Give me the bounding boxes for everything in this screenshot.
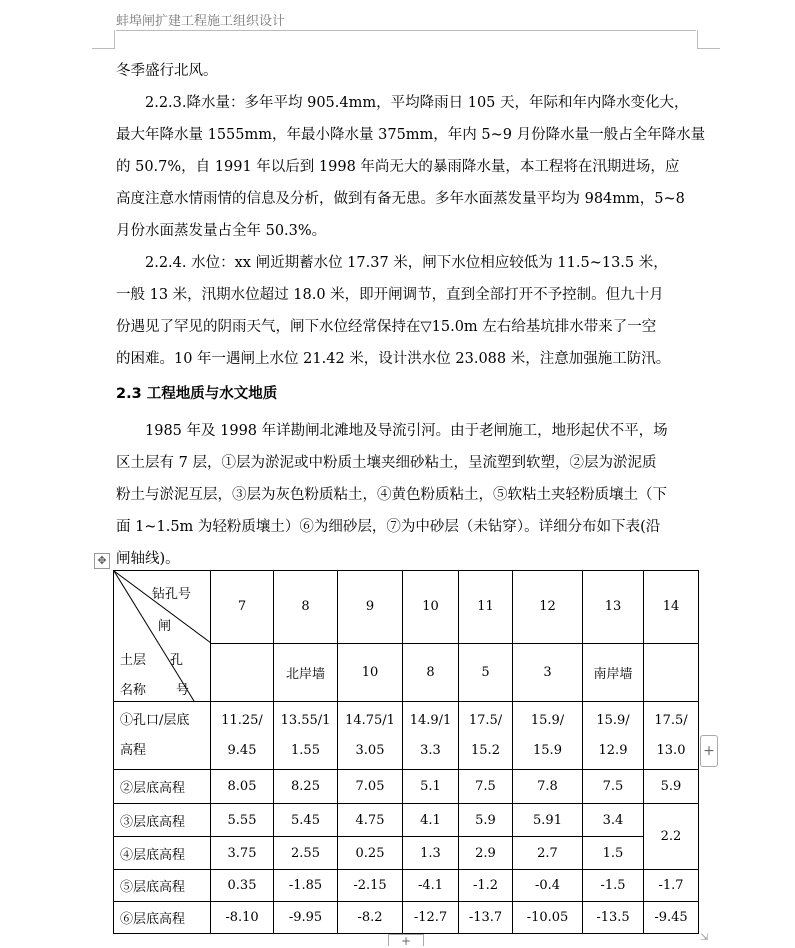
hole-number-cell [644,643,699,701]
corner-label-drill: 钻孔号 [152,587,192,602]
table-cell: 2.7 [513,837,583,870]
cell-top: 14.75/1 [345,712,395,728]
table-cell: 0.35 [211,870,274,902]
cell-top: 15.9/ [596,712,630,728]
table-cell: -1.85 [274,870,338,902]
table-cell: 2.55 [274,837,338,870]
paragraph-line: 的 50.7%，自 1991 年以后到 1998 年尚无大的暴雨降水量，本工程将在汛期进场，应 [116,159,680,175]
drill-number-cell: 11 [459,571,513,644]
row-label-layer4: ④层底高程 [114,837,211,870]
paragraph-line: 高度注意水情雨情的信息及分析，做到有备无患。多年水面蒸发量平均为 984mm，5~8 [116,191,685,207]
table-cell [274,702,338,770]
row-label-layer6: ⑥层底高程 [114,902,211,934]
hole-number-cell: 8 [403,643,459,701]
table-cell [403,702,459,770]
hole-number-cell [211,643,274,701]
table-cell: 5.9 [459,804,513,837]
table-cell: 2.9 [459,837,513,870]
cell-top: 17.5/ [468,712,503,728]
table-cell: 0.25 [338,837,403,870]
table-cell: 5.9 [644,770,699,804]
table-cell: 8.25 [274,770,338,804]
table-cell: -9.45 [644,902,699,934]
paragraph-line: 区土层有 7 层，①层为淤泥或中粉质土壤夹细砂粘土，呈流塑到软塑，②层为淤泥质 [116,455,657,471]
table-cell: -8.2 [338,902,403,934]
table-cell: 5.91 [513,804,583,837]
paragraph-line: 闸轴线)。 [116,551,180,567]
hole-number-cell: 北岸墙 [274,643,338,701]
paragraph-line: 月份水面蒸发量占全年 50.3%。 [116,223,327,239]
drill-number-cell: 12 [513,571,583,644]
paragraph-line: 粉土与淤泥互层，③层为灰色粉质粘土，④黄色粉质粘土，⑤软粘土夹轻粉质壤土（下 [116,487,667,503]
table-cell: 1.3 [403,837,459,870]
paragraph-line: 1985 年及 1998 年详勘闸北滩地及导流引河。由于老闸施工，地形起伏不平，场 [116,423,668,439]
add-row-button[interactable]: + [388,934,424,946]
table-cell: -10.05 [513,902,583,934]
hole-number-cell: 10 [338,643,403,701]
table-cell: 7.5 [583,770,644,804]
corner-label-soil: 土层 [120,653,147,668]
cell-bottom: 15.2 [471,742,500,758]
table-cell: 5.1 [403,770,459,804]
row-label-layer3: ③层底高程 [114,804,211,837]
hole-number-cell: 南岸墙 [583,643,644,701]
cell-top: 15.9/ [530,712,565,728]
cell-top: 11.25/ [221,712,263,728]
table-cell [644,702,699,770]
geology-table [113,570,699,934]
cell-bottom: 13.0 [656,742,686,758]
merged-table-cell: 2.2 [644,804,699,870]
table-cell: -13.5 [583,902,644,934]
corner-label-hole: 孔 [170,653,184,668]
table-cell: 7.8 [513,770,583,804]
cell-top: 13.55/1 [280,712,331,728]
table-cell: -1.2 [459,870,513,902]
row-label-layer5: ⑤层底高程 [114,870,211,902]
table-cell: 1.5 [583,837,644,870]
table-cell: 7.5 [459,770,513,804]
table-cell: -9.95 [274,902,338,934]
drill-number-cell: 14 [644,571,699,644]
table-cell [338,702,403,770]
table-resize-handle[interactable]: ⇲ [700,932,709,943]
drill-number-cell: 8 [274,571,338,644]
hole-number-cell: 3 [513,643,583,701]
table-cell: -8.10 [211,902,274,934]
cell-bottom: 1.55 [291,742,320,758]
cell-top: 14.9/1 [409,712,452,728]
table-cell: 4.1 [403,804,459,837]
paragraph-line: 2.2.3.降水量：多年平均 905.4mm，平均降雨日 105 天，年际和年内降水变化大， [116,95,689,111]
paragraph-line: 份遇见了罕见的阴雨天气，闸下水位经常保持在▽15.0m 左右给基坑排水带来了一空 [116,319,657,335]
drill-number-cell: 7 [211,571,274,644]
paragraph-line: 2.2.4. 水位：xx 闸近期蓄水位 17.37 米，闸下水位相应较低为 11.5~13.5 米， [116,255,668,271]
cell-bottom: 12.9 [598,742,628,758]
document-header: 蚌埠闸扩建工程施工组织设计 [116,14,286,29]
table-corner-header [114,571,211,702]
margin-mark-right [697,30,720,49]
cell-bottom: 9.45 [227,742,257,758]
paragraph-line: 一般 13 米，汛期水位超过 18.0 米，即开闸调节，直到全部打开不予控制。但九十月 [116,287,664,303]
table-cell: 8.05 [211,770,274,804]
cell-bottom: 15.9 [533,742,562,758]
table-cell: 3.4 [583,804,644,837]
header-divider [116,30,696,31]
table-cell: -1.7 [644,870,699,902]
table-cell [513,702,583,770]
table-cell: 5.55 [211,804,274,837]
add-column-button[interactable]: + [700,735,718,767]
paragraph-line: 的困难。10 年一遇闸上水位 21.42 米，设计洪水位 23.088 米，注意加强施工防汛。 [116,351,671,367]
table-cell: 3.75 [211,837,274,870]
corner-label-sluice: 闸 [158,619,172,634]
drill-number-cell: 13 [583,571,644,644]
corner-label-name: 名称 [120,683,147,698]
row-label-layer2: ②层底高程 [114,770,211,804]
table-cell [583,702,644,770]
hole-number-cell: 5 [459,643,513,701]
margin-mark-left [92,30,115,49]
paragraph-line: 面 1~1.5m 为轻粉质壤土）⑥为细砂层，⑦为中砂层（未钻穿）。详细分布如下表(沿 [116,519,661,535]
corner-label-number: 号 [176,683,190,698]
table-cell: -2.15 [338,870,403,902]
table-cell: 5.45 [274,804,338,837]
table-cell [211,702,274,770]
table-cell: -12.7 [403,902,459,934]
section-heading: 2.3 工程地质与水文地质 [116,386,278,402]
table-cell: -0.4 [513,870,583,902]
drill-number-cell: 9 [338,571,403,644]
cell-top: 17.5/ [654,712,688,728]
cell-bottom: 3.05 [355,742,385,758]
row-label-line: 高程 [120,742,147,758]
table-cell [459,702,513,770]
table-cell: 7.05 [338,770,403,804]
table-cell: -4.1 [403,870,459,902]
paragraph-line: 最大年降水量 1555mm，年最小降水量 375mm，年内 5~9 月份降水量一般占全年降水量 [116,127,706,143]
table-cell: -13.7 [459,902,513,934]
table-cell: -1.5 [583,870,644,902]
row-label-layer1 [114,702,211,770]
cell-bottom: 3.3 [420,742,441,758]
paragraph-line: 冬季盛行北风。 [116,63,218,79]
row-label-line: ①孔口/层底 [120,712,190,728]
drill-number-cell: 10 [403,571,459,644]
table-move-handle[interactable]: ✥ [94,553,110,569]
table-cell: 4.75 [338,804,403,837]
